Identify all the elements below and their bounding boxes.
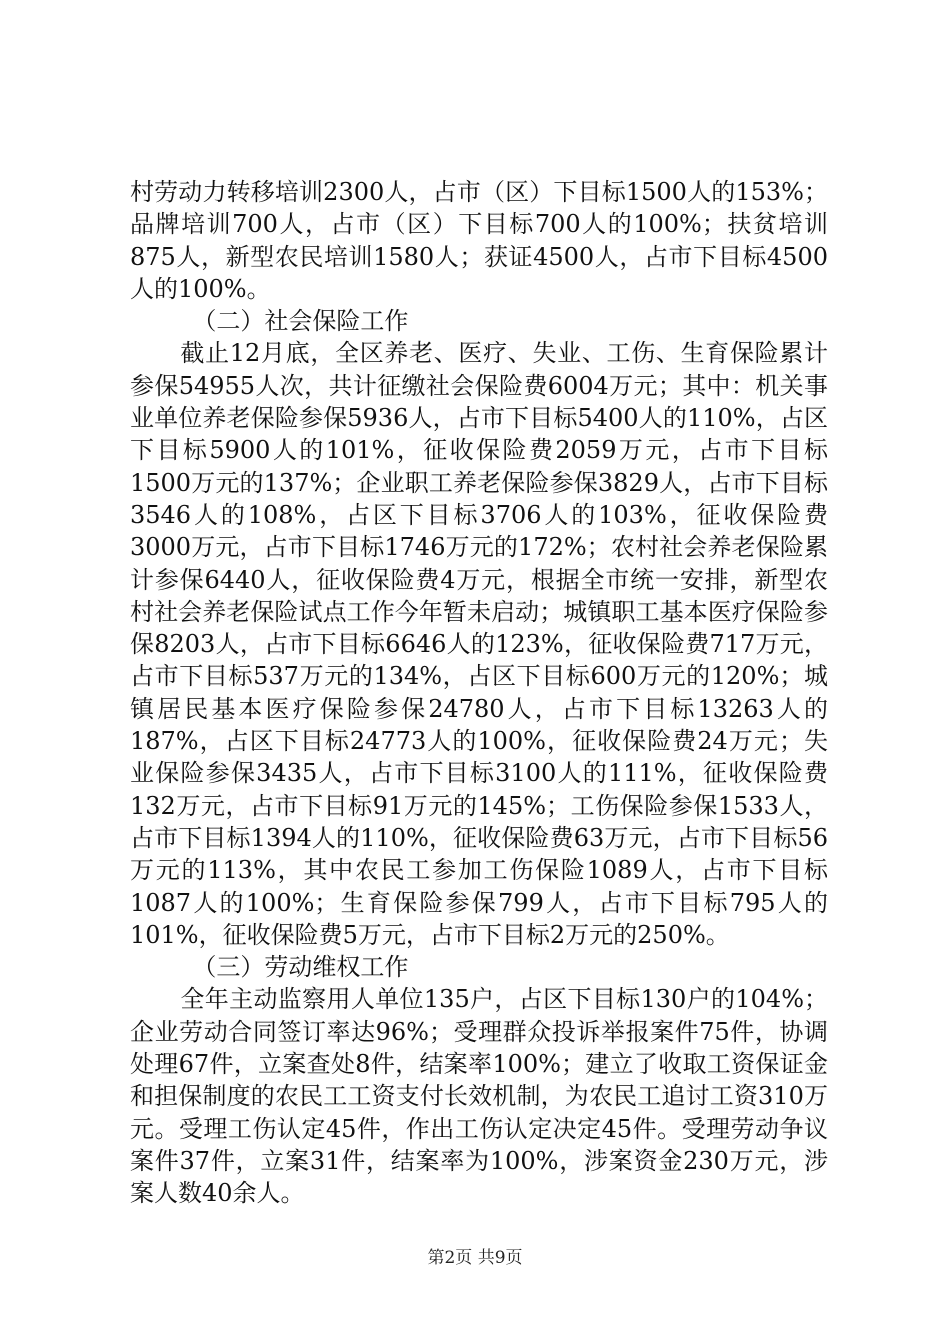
section-heading-social-insurance: （二）社会保险工作 xyxy=(192,307,409,336)
page-footer: 第2页 共9页 xyxy=(427,1248,523,1268)
paragraph-training-continuation: 村劳动力转移培训2300人，占市（区）下目标1500人的153%；品牌培训700人，占市（区）下目标700人的100%；扶贫培训875人，新型农民培训1580人；获证4500人，占市下目标4500人的100%。 xyxy=(130,178,828,303)
paragraph-social-insurance: 截止12月底，全区养老、医疗、失业、工伤、生育保险累计参保54955人次，共计征缴社会保险费6004万元；其中：机关事业单位养老保险参保5936人，占市下目标5400人的110%，占区下目标5900人的101%，征收保险费2059万元，占市下目标1500万元的137%；企业职工养老保险参保3829人，占市下目标3546人的108%，占区下目标3706人的103%，征收保险费3000万元，占市下目标1746万元的172%；农村社会养老保险累计参保6440人，征收保险费4万元，根据全市统一安排，新型农村社会养老保险试点工作今年暂未启动；城镇职工基本医疗保险参保8203人，占市下目标6646人的123%，征收保险费717万元，占市下目标537万元的134%，占区下目标600万元的120%；城镇居民基本医疗保险参保24780人，占市下目标13263人的187%，占区下目标24773人的100%，征收保险费24万元；失业保险参保3435人，占市下目标3100人的111%，征收保险费132万元，占市下目标91万元的145%；工伤保险参保1533人，占市下目标1394人的110%，征收保险费63万元，占市下目标56万元的113%，其中农民工参加工伤保险1089人，占市下目标1087人的100%；生育保险参保799人，占市下目标795人的101%，征收保险费5万元，占市下目标2万元的250%。 xyxy=(130,339,828,949)
document-body xyxy=(130,176,828,1210)
section-heading-labor-rights: （三）劳动维权工作 xyxy=(192,953,409,982)
paragraph-labor-rights: 全年主动监察用人单位135户，占区下目标130户的104%；企业劳动合同签订率达96%；受理群众投诉举报案件75件，协调处理67件，立案查处8件，结案率100%；建立了收取工资保证金和担保制度的农民工工资支付长效机制，为农民工追讨工资310万元。受理工伤认定45件，作出工伤认定决定45件。受理劳动争议案件37件，立案31件，结案率为100%，涉案资金230万元，涉案人数40余人。 xyxy=(130,985,828,1208)
